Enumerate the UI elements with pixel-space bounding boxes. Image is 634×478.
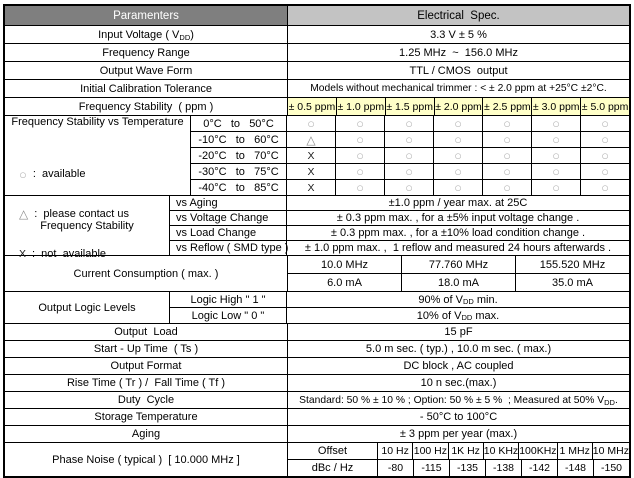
circle-icon: ○ <box>19 166 27 182</box>
availability-cell: ○ <box>384 132 433 147</box>
current-consumption-values <box>287 256 629 291</box>
availability-row <box>287 163 629 179</box>
availability-cell: X <box>307 165 315 178</box>
frequency-value: 77.760 MHz <box>401 256 515 273</box>
section-title: Frequency Stability vs Temperature <box>11 116 184 128</box>
row-output-load <box>5 323 629 340</box>
sub-value: ± 0.3 ppm max. , for a ±10% load condition change . <box>287 225 629 240</box>
availability-cell: ○ <box>384 180 433 195</box>
availability-cell: ○ <box>335 148 384 163</box>
value-text: max. <box>472 309 500 322</box>
vdd-subscript: DD <box>462 296 474 306</box>
row-duty-cycle <box>5 391 629 408</box>
storage-temperature-label: Storage Temperature <box>94 411 198 423</box>
input-voltage-value: 3.3 V ± 5 % <box>287 26 629 43</box>
legend-text: : please contact us <box>34 208 130 220</box>
availability-cell: ○ <box>433 164 482 179</box>
current-value: 35.0 mA <box>515 274 629 291</box>
value-text: 90% of V <box>418 293 463 306</box>
value-text: min. <box>473 293 498 306</box>
offset-value: 10 KHz <box>483 445 519 457</box>
availability-matrix <box>286 116 629 195</box>
duty-cycle-value <box>287 392 629 408</box>
temperature-range: -30°C to 75°C <box>191 163 286 179</box>
stability-option: ± 2.5 ppm <box>482 98 531 115</box>
frequency-row <box>288 256 629 273</box>
label-text: ) <box>190 28 194 41</box>
sub-label: vs Reflow ( SMD type ) <box>170 240 286 255</box>
availability-cell: ○ <box>580 180 629 195</box>
stability-option: ± 1.5 ppm <box>385 98 434 115</box>
availability-cell: ○ <box>482 148 531 163</box>
availability-cell: ○ <box>482 132 531 147</box>
stability-option: ± 3.0 ppm <box>531 98 580 115</box>
offset-value: 1K Hz <box>448 443 483 459</box>
value-text: Standard: 50 % ± 10 % ; Option: 50 % ± 5 % ; Measured at 50% V <box>299 394 605 406</box>
storage-temperature-value: - 50°C to 100°C <box>287 409 629 425</box>
offset-header: Offset <box>317 445 348 457</box>
availability-cell: △ <box>306 132 316 147</box>
sub-value: ±1.0 ppm / year max. at 25C <box>388 197 528 209</box>
frequency-value: 155.520 MHz <box>515 256 629 273</box>
availability-cell: ○ <box>531 116 580 131</box>
phase-noise-label: Phase Noise ( typical ) [ 10.000 MHz ] <box>52 453 240 466</box>
availability-cell: ○ <box>335 164 384 179</box>
availability-cell: ○ <box>335 116 384 131</box>
row-input-voltage <box>5 25 629 43</box>
availability-cell: ○ <box>335 132 384 147</box>
output-format-value: DC block , AC coupled <box>287 358 629 374</box>
temperature-range: -10°C to 60°C <box>191 131 286 147</box>
stability-options <box>287 98 629 115</box>
temperature-range: 0°C to 50°C <box>203 117 274 130</box>
logic-high-value <box>287 292 629 307</box>
availability-cell: ○ <box>580 164 629 179</box>
stability-option: ± 2.0 ppm <box>434 98 483 115</box>
column-header-electrical-spec: Electrical Spec. <box>287 6 629 25</box>
availability-row <box>287 147 629 163</box>
row-output-format <box>5 357 629 374</box>
vdd-subscript: DD <box>461 312 473 322</box>
availability-cell: ○ <box>531 180 580 195</box>
row-output-wave-form <box>5 61 629 79</box>
availability-cell: ○ <box>433 148 482 163</box>
stability-option: ± 1.0 ppm <box>336 98 385 115</box>
vdd-subscript: DD <box>604 397 615 407</box>
section-current-consumption <box>5 255 629 291</box>
sub-label: vs Load Change <box>170 225 286 240</box>
output-load-label: Output Load <box>114 326 178 338</box>
temperature-range: -20°C to 70°C <box>191 147 286 163</box>
availability-cell: ○ <box>433 132 482 147</box>
aging-label: Aging <box>131 428 161 440</box>
sub-label: vs Voltage Change <box>170 210 286 225</box>
offset-value: 10 Hz <box>377 443 412 459</box>
availability-cell: ○ <box>482 116 531 131</box>
temperature-ranges <box>190 116 286 195</box>
section-frequency-stability <box>5 195 629 255</box>
stability-option: ± 0.5 ppm <box>288 98 336 115</box>
label-text: Input Voltage ( V <box>98 28 180 41</box>
duty-cycle-label: Duty Cycle <box>117 394 175 406</box>
frequency-stability-values <box>286 196 629 255</box>
electrical-spec-table <box>3 4 631 478</box>
offset-value: 1 MHz <box>557 443 592 459</box>
current-value: 6.0 mA <box>327 276 362 289</box>
output-logic-levels-label: Output Logic Levels <box>38 301 136 314</box>
sub-value: ± 0.3 ppm max. , for a ±5% input voltage change . <box>287 210 629 225</box>
dbc-values <box>377 460 629 476</box>
availability-cell: ○ <box>531 148 580 163</box>
row-initial-calibration-tolerance <box>5 79 629 97</box>
availability-cell: ○ <box>531 132 580 147</box>
logic-low-label: Logic Low " 0 " <box>170 307 286 323</box>
temperature-range: -40°C to 85°C <box>191 179 286 195</box>
frequency-value: 10.0 MHz <box>320 258 369 271</box>
row-rise-fall-time <box>5 374 629 391</box>
triangle-icon: △ <box>19 207 29 221</box>
availability-cell: ○ <box>433 116 482 131</box>
availability-cell: ○ <box>335 180 384 195</box>
start-up-time-label: Start - Up Time ( Ts ) <box>93 343 199 355</box>
dbc-value: -142 <box>521 460 557 476</box>
row-start-up-time <box>5 340 629 357</box>
offset-values <box>377 443 629 459</box>
availability-cell: ○ <box>580 148 629 163</box>
column-header-parameters: Paramenters <box>5 6 287 25</box>
availability-cell: ○ <box>482 164 531 179</box>
availability-row <box>287 131 629 147</box>
dbc-value: -138 <box>485 460 521 476</box>
availability-cell: ○ <box>580 132 629 147</box>
row-aging <box>5 425 629 442</box>
frequency-stability-label: Frequency Stability <box>40 219 134 232</box>
phase-noise-offset-row <box>288 443 629 459</box>
aging-value: ± 3 ppm per year (max.) <box>287 426 629 442</box>
availability-cell: ○ <box>531 164 580 179</box>
offset-value: 100 Hz <box>413 445 448 457</box>
row-storage-temperature <box>5 408 629 425</box>
dbc-value: -148 <box>557 460 593 476</box>
availability-cell: ○ <box>384 148 433 163</box>
dbc-value: -135 <box>449 460 485 476</box>
offset-value: 10 MHz <box>592 445 629 457</box>
phase-noise-table <box>287 443 629 476</box>
current-consumption-label: Current Consumption ( max. ) <box>73 267 219 280</box>
dbc-header: dBc / Hz <box>311 462 354 474</box>
offset-value: 100KHz <box>519 445 557 457</box>
current-value: 18.0 mA <box>401 274 515 291</box>
availability-cell: ○ <box>384 164 433 179</box>
frequency-stability-ppm-label: Frequency Stability ( ppm ) <box>78 100 214 113</box>
value-text: . <box>614 394 618 406</box>
output-wave-form-value: TTL / CMOS output <box>287 62 629 79</box>
stability-vs-temperature-label <box>5 116 190 260</box>
initial-calibration-value: Models without mechanical trimmer : < ± 2.0 ppm at +25°C ±2°C. <box>287 80 629 97</box>
logic-low-value <box>287 307 629 323</box>
row-frequency-range <box>5 43 629 61</box>
availability-cell: ○ <box>384 116 433 131</box>
dbc-value: -115 <box>413 460 449 476</box>
output-format-label: Output Format <box>110 360 182 372</box>
vdd-subscript: DD <box>179 32 191 42</box>
logic-level-values <box>286 292 629 323</box>
x-icon: X <box>19 248 27 260</box>
legend-text: : available <box>32 168 86 180</box>
rise-fall-time-label: Rise Time ( Tr ) / Fall Time ( Tf ) <box>66 377 226 389</box>
legend-text: : not available <box>32 248 107 260</box>
current-row <box>288 273 629 291</box>
availability-cell: ○ <box>580 116 629 131</box>
section-phase-noise <box>5 442 629 476</box>
section-output-logic-levels <box>5 291 629 323</box>
output-wave-form-label: Output Wave Form <box>99 64 193 77</box>
row-frequency-stability-ppm <box>5 97 629 115</box>
frequency-range-value: 1.25 MHz ~ 156.0 MHz <box>287 44 629 61</box>
availability-row <box>287 179 629 195</box>
sub-value: ± 1.0 ppm max. , 1 reflow and measured 24 hours afterwards . <box>287 240 629 255</box>
availability-row <box>287 116 629 131</box>
availability-cell: ○ <box>433 180 482 195</box>
table-header-row <box>5 6 629 25</box>
sub-label: vs Aging <box>176 197 218 209</box>
value-text: 10% of V <box>416 309 462 322</box>
frequency-range-label: Frequency Range <box>102 46 190 59</box>
phase-noise-dbc-row <box>288 459 629 476</box>
frequency-stability-sublabels <box>169 196 289 255</box>
logic-level-sublabels <box>169 292 286 323</box>
dbc-value: -80 <box>377 460 413 476</box>
initial-calibration-label: Initial Calibration Tolerance <box>80 82 212 95</box>
logic-high-label: Logic High " 1 " <box>190 293 266 306</box>
legend-available <box>5 166 190 182</box>
start-up-time-value: 5.0 m sec. ( typ.) , 10.0 m sec. ( max.) <box>287 341 629 357</box>
stability-option: ± 5.0 ppm <box>580 98 629 115</box>
rise-fall-time-value: 10 n sec.(max.) <box>287 375 629 391</box>
availability-cell: X <box>307 149 315 162</box>
availability-cell: ○ <box>307 116 315 131</box>
dbc-value: -150 <box>593 460 629 476</box>
input-voltage-label <box>5 26 287 43</box>
availability-cell: ○ <box>482 180 531 195</box>
output-load-value: 15 pF <box>287 324 629 340</box>
availability-cell: X <box>307 181 315 194</box>
